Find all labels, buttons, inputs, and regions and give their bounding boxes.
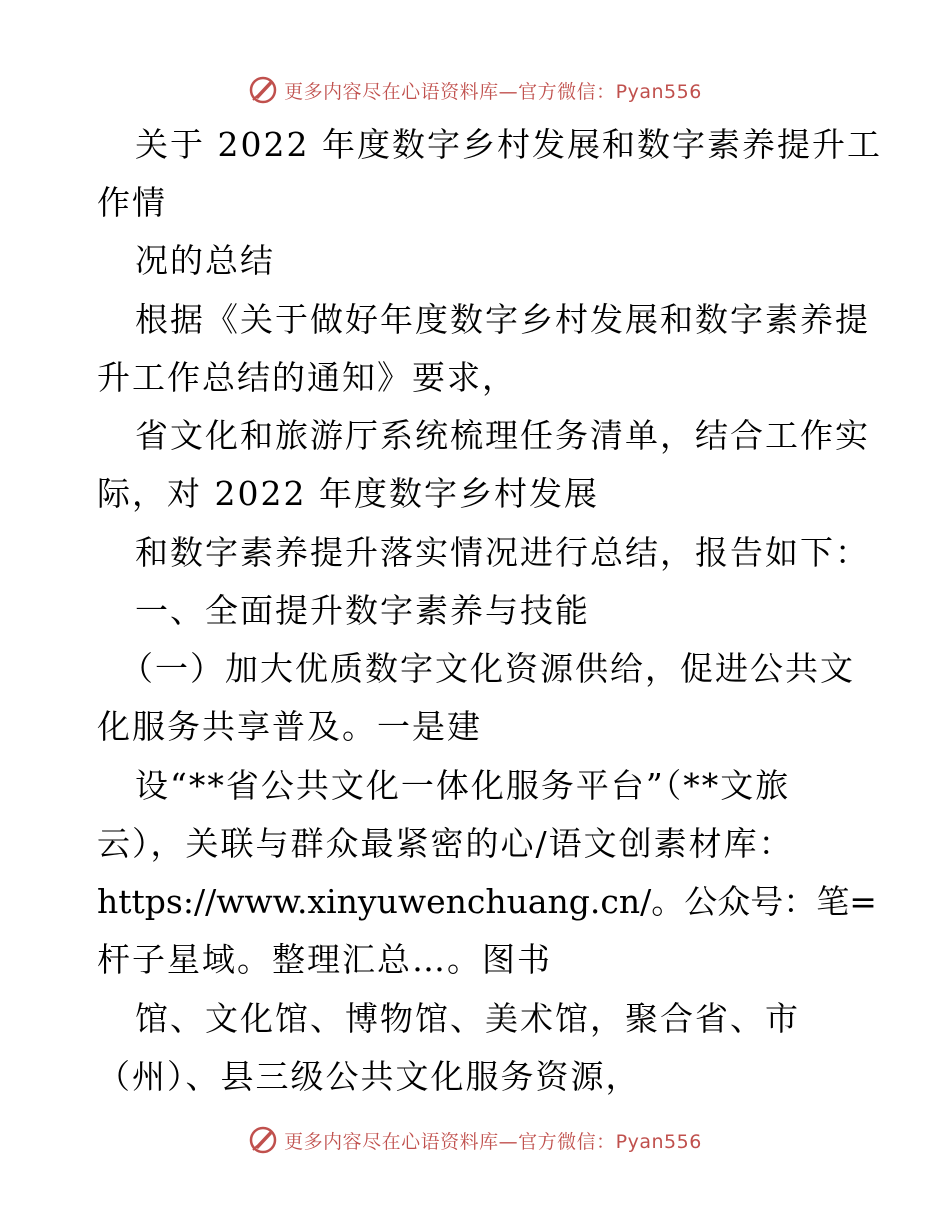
doc-line: 设“**省公共文化一体化服务平台”（**文旅: [135, 766, 791, 805]
doc-line: 云），关联与群众最紧密的心/语文创素材库：: [97, 824, 794, 863]
doc-line: （一）加大优质数字文化资源供给，促进公共文: [120, 649, 855, 688]
doc-line: 一、全面提升数字素养与技能: [135, 591, 590, 630]
doc-line: 省文化和旅游厅系统梳理任务清单，结合工作实: [135, 416, 870, 455]
doc-line: 况的总结: [135, 241, 275, 280]
doc-line: 杆子星域。整理汇总…。图书: [97, 940, 552, 979]
doc-line: （州）、县三级公共文化服务资源，: [97, 1057, 641, 1096]
header-watermark-text: 更多内容尽在心语资料库—官方微信：Pyan556: [284, 80, 702, 103]
doc-line: 根据《关于做好年度数字乡村发展和数字素养提: [135, 300, 870, 339]
doc-line: 馆、文化馆、博物馆、美术馆，聚合省、市: [135, 999, 800, 1038]
doc-line: 化服务共享普及。一是建: [97, 707, 482, 746]
footer-watermark-banner: [0, 1120, 950, 1160]
quill-pen-logo-icon: [248, 1125, 278, 1155]
doc-line: 和数字素养提升落实情况进行总结，报告如下：: [135, 533, 870, 572]
doc-line: 际，对 2022 年度数字乡村发展: [97, 474, 599, 513]
doc-line: 关于 2022 年度数字乡村发展和数字素养提升工: [135, 125, 882, 164]
doc-line: 升工作总结的通知》要求，: [97, 358, 517, 397]
quill-pen-logo-icon: [248, 75, 278, 105]
doc-line: 作情: [97, 183, 167, 222]
header-watermark-banner: [0, 70, 950, 110]
footer-watermark-text: 更多内容尽在心语资料库—官方微信：Pyan556: [284, 1130, 702, 1153]
doc-line: https://www.xinyuwenchuang.cn/。公众号：笔=: [97, 882, 877, 921]
